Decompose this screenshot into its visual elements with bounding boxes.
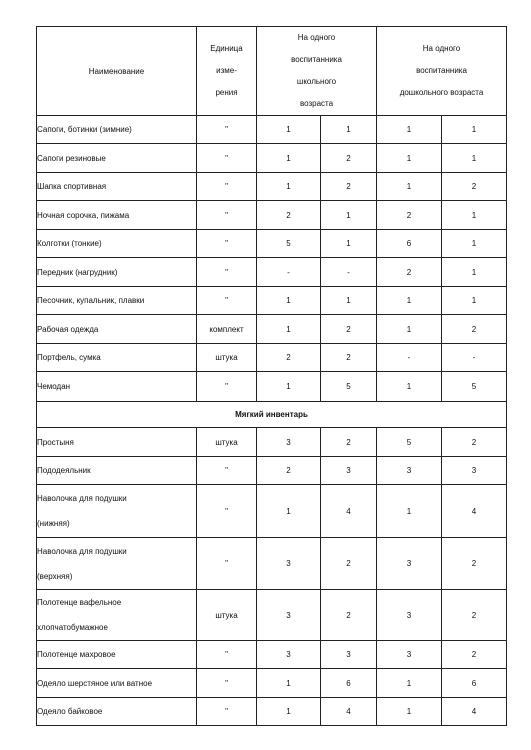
table-row (37, 372, 507, 402)
school-value-2: 1 (321, 201, 377, 230)
col-header-school (257, 27, 377, 116)
item-unit: " (197, 173, 257, 201)
school-value-1: 2 (257, 457, 321, 485)
preschool-value-2: 1 (442, 116, 507, 144)
col-header-unit (197, 27, 257, 116)
item-name (37, 669, 197, 698)
preschool-value-2: 2 (442, 428, 507, 457)
item-name (37, 428, 197, 457)
preschool-value-1: 5 (377, 428, 442, 457)
preschool-value-1: 3 (377, 538, 442, 590)
item-name-line: Наволочка для подушки (37, 546, 127, 556)
item-unit: " (197, 116, 257, 144)
item-name-line: Наволочка для подушки (37, 494, 127, 503)
item-name: Чемодан (37, 372, 197, 402)
school-value-1: 2 (257, 344, 321, 372)
header-line: На одного (422, 44, 461, 53)
item-name (37, 590, 197, 641)
table-row (37, 669, 507, 698)
section-row (37, 402, 507, 428)
school-value-2: 2 (321, 344, 377, 372)
preschool-value-1: 1 (377, 372, 442, 402)
school-value-1: 1 (257, 287, 321, 315)
header-line: На одного (297, 33, 336, 42)
item-name (37, 641, 197, 669)
school-value-2: 3 (321, 641, 377, 669)
school-value-2: - (321, 258, 377, 287)
item-name-line: хлопчатобумажное (37, 623, 108, 632)
item-unit: " (197, 372, 257, 402)
school-value-2: 3 (321, 457, 377, 485)
item-unit: " (197, 230, 257, 258)
table-row (37, 457, 507, 485)
item-unit: " (197, 258, 257, 287)
preschool-value-2: 1 (442, 258, 507, 287)
item-name: Песочник, купальник, плавки (37, 287, 197, 315)
preschool-value-1: 3 (377, 641, 442, 669)
preschool-value-2: 2 (442, 173, 507, 201)
item-name: Передник (нагрудник) (37, 258, 197, 287)
school-value-2: 6 (321, 669, 377, 698)
preschool-value-2: - (442, 344, 507, 372)
school-value-1: 3 (257, 641, 321, 669)
item-name: Ночная сорочка, пижама (37, 201, 197, 230)
table-row (37, 538, 507, 590)
header-line: изме- (216, 66, 237, 75)
item-unit: штука (197, 428, 257, 457)
table-row (37, 287, 507, 315)
item-name-line: Полотенце махровое (37, 650, 116, 659)
table-row (37, 315, 507, 344)
school-value-1: 1 (257, 116, 321, 144)
item-name-line: Полотенце вафельное (37, 598, 122, 607)
item-name-line: Пододеяльник (37, 466, 91, 475)
school-value-2: 1 (321, 116, 377, 144)
school-value-1: 1 (257, 144, 321, 173)
preschool-value-2: 5 (442, 372, 507, 402)
table-row (37, 173, 507, 201)
school-value-1: 3 (257, 428, 321, 457)
preschool-value-1: 1 (377, 315, 442, 344)
preschool-value-1: 1 (377, 485, 442, 538)
table-row (37, 144, 507, 173)
header-line: дошкольного возраста (399, 88, 484, 97)
preschool-value-2: 3 (442, 457, 507, 485)
table-row (37, 641, 507, 669)
item-unit: " (197, 201, 257, 230)
col-header-name: Наименование (37, 27, 197, 116)
preschool-value-1: - (377, 344, 442, 372)
preschool-value-1: 2 (377, 201, 442, 230)
item-name (37, 698, 197, 726)
section-title: Мягкий инвентарь (37, 402, 507, 428)
item-name: Шапка спортивная (37, 173, 197, 201)
table-row (37, 344, 507, 372)
item-name-line: (верхняя) (37, 571, 73, 581)
header-row (37, 27, 507, 116)
item-unit: штука (197, 344, 257, 372)
school-value-2: 1 (321, 230, 377, 258)
table-row (37, 590, 507, 641)
school-value-1: 1 (257, 173, 321, 201)
preschool-value-1: 1 (377, 116, 442, 144)
header-line: школьного (296, 77, 337, 86)
school-value-1: 3 (257, 538, 321, 590)
table-row (37, 201, 507, 230)
item-unit: " (197, 457, 257, 485)
preschool-value-1: 1 (377, 669, 442, 698)
item-name (37, 485, 197, 538)
school-value-1: - (257, 258, 321, 287)
school-value-1: 1 (257, 372, 321, 402)
preschool-value-1: 6 (377, 230, 442, 258)
item-name-line: (нижняя) (37, 519, 70, 528)
preschool-value-1: 3 (377, 457, 442, 485)
item-unit: " (197, 144, 257, 173)
item-name: Сапоги резиновые (37, 144, 197, 173)
school-value-1: 2 (257, 201, 321, 230)
item-name-line: Простыня (37, 437, 74, 447)
school-value-2: 4 (321, 485, 377, 538)
item-name (37, 538, 197, 590)
header-line: воспитанника (416, 66, 467, 75)
school-value-1: 1 (257, 698, 321, 726)
item-name-line: Одеяло байковое (37, 707, 103, 716)
item-name: Сапоги, ботинки (зимние) (37, 116, 197, 144)
item-name: Колготки (тонкие) (37, 230, 197, 258)
item-name (37, 457, 197, 485)
item-unit: " (197, 698, 257, 726)
school-value-2: 1 (321, 287, 377, 315)
preschool-value-2: 2 (442, 315, 507, 344)
table-row (37, 428, 507, 457)
school-value-2: 2 (321, 144, 377, 173)
col-header-preschool (377, 27, 507, 116)
supply-norms-table (36, 26, 507, 726)
item-unit: " (197, 641, 257, 669)
preschool-value-1: 1 (377, 698, 442, 726)
table-row (37, 116, 507, 144)
preschool-value-2: 4 (442, 485, 507, 538)
school-value-1: 5 (257, 230, 321, 258)
item-name: Портфель, сумка (37, 344, 197, 372)
preschool-value-1: 1 (377, 173, 442, 201)
preschool-value-2: 4 (442, 698, 507, 726)
school-value-2: 2 (321, 538, 377, 590)
header-line: Единица (210, 44, 243, 53)
table-row (37, 258, 507, 287)
table-row (37, 230, 507, 258)
school-value-2: 2 (321, 173, 377, 201)
school-value-2: 5 (321, 372, 377, 402)
header-line: рения (215, 88, 238, 97)
school-value-1: 3 (257, 590, 321, 641)
item-unit: " (197, 485, 257, 538)
school-value-1: 1 (257, 485, 321, 538)
header-line: возраста (299, 99, 334, 108)
preschool-value-1: 3 (377, 590, 442, 641)
preschool-value-2: 1 (442, 144, 507, 173)
preschool-value-2: 2 (442, 538, 507, 590)
preschool-value-2: 1 (442, 230, 507, 258)
preschool-value-1: 1 (377, 287, 442, 315)
school-value-1: 1 (257, 669, 321, 698)
item-name: Рабочая одежда (37, 315, 197, 344)
preschool-value-2: 1 (442, 201, 507, 230)
preschool-value-2: 1 (442, 287, 507, 315)
preschool-value-1: 1 (377, 144, 442, 173)
table-row (37, 698, 507, 726)
school-value-2: 2 (321, 428, 377, 457)
preschool-value-2: 2 (442, 590, 507, 641)
preschool-value-1: 2 (377, 258, 442, 287)
table-row (37, 485, 507, 538)
preschool-value-2: 2 (442, 641, 507, 669)
school-value-2: 2 (321, 315, 377, 344)
school-value-2: 2 (321, 590, 377, 641)
item-unit: " (197, 538, 257, 590)
item-unit: " (197, 669, 257, 698)
item-name-line: Одеяло шерстяное или ватное (37, 678, 153, 688)
school-value-1: 1 (257, 315, 321, 344)
item-unit: комплект (197, 315, 257, 344)
item-unit: " (197, 287, 257, 315)
school-value-2: 4 (321, 698, 377, 726)
preschool-value-2: 6 (442, 669, 507, 698)
item-unit: штука (197, 590, 257, 641)
header-line: воспитанника (291, 55, 342, 64)
